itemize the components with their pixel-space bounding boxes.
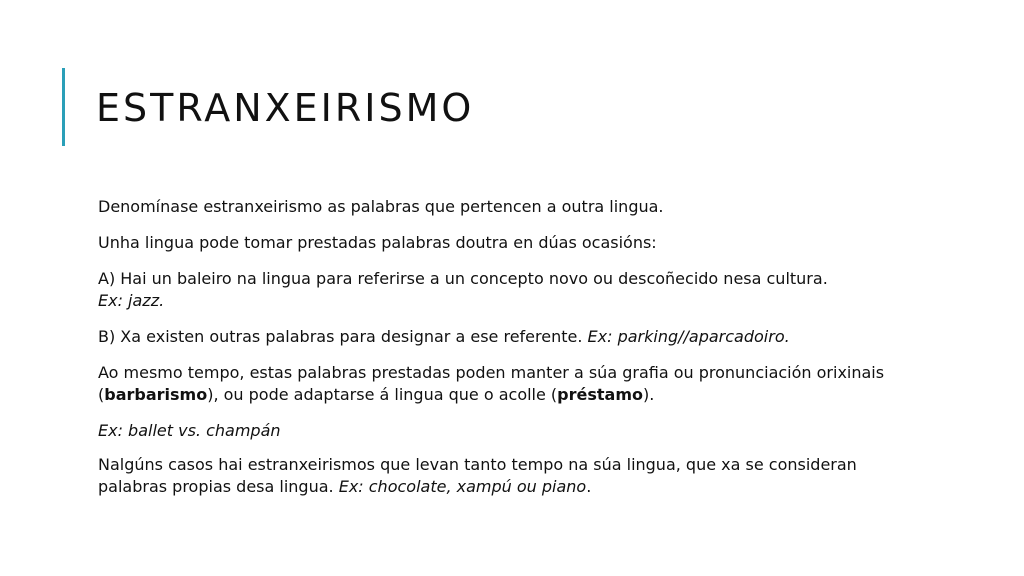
p5-part-a: Ao mesmo tempo, estas palabras prestadas poden manter a súa grafia ou pronunciación orixinais (: [98, 363, 885, 404]
p5-part-c: ).: [643, 385, 655, 404]
slide-body: [98, 196, 908, 512]
p7-end: .: [586, 477, 592, 496]
example-ballet: Ex: ballet vs. champán: [98, 421, 281, 440]
case-a-example: Ex: jazz.: [98, 291, 165, 310]
term-prestamo: préstamo: [557, 385, 643, 404]
p5-part-b: ), ou pode adaptarse á lingua que o acolle (: [207, 385, 558, 404]
case-b-example: Ex: parking//aparcadoiro.: [587, 327, 790, 346]
paragraph-occasions: Unha lingua pode tomar prestadas palabras doutra en dúas ocasións:: [98, 233, 657, 252]
paragraph-definition: Denomínase estranxeirismo as palabras que pertencen a outra lingua.: [98, 197, 664, 216]
p7-text: Nalgúns casos hai estranxeirismos que levan tanto tempo na súa lingua, que xa se consideran palabras propias desa lingua.: [98, 455, 857, 496]
paragraph-case-a: [98, 268, 908, 312]
paragraph-barbarismo-prestamo: [98, 362, 908, 406]
paragraph-example-ballet: [98, 420, 908, 442]
title-accent-bar: [62, 68, 65, 146]
paragraph-adopted-words: [98, 454, 908, 498]
slide-title: ESTRANXEIRISMO: [96, 86, 475, 130]
paragraph-case-b: [98, 326, 908, 348]
case-b-text: B) Xa existen outras palabras para designar a ese referente.: [98, 327, 588, 346]
case-a-text: A) Hai un baleiro na lingua para referirse a un concepto novo ou descoñecido nesa cultura.: [98, 269, 828, 288]
term-barbarismo: barbarismo: [104, 385, 208, 404]
p7-example: Ex: chocolate, xampú ou piano: [338, 477, 587, 496]
